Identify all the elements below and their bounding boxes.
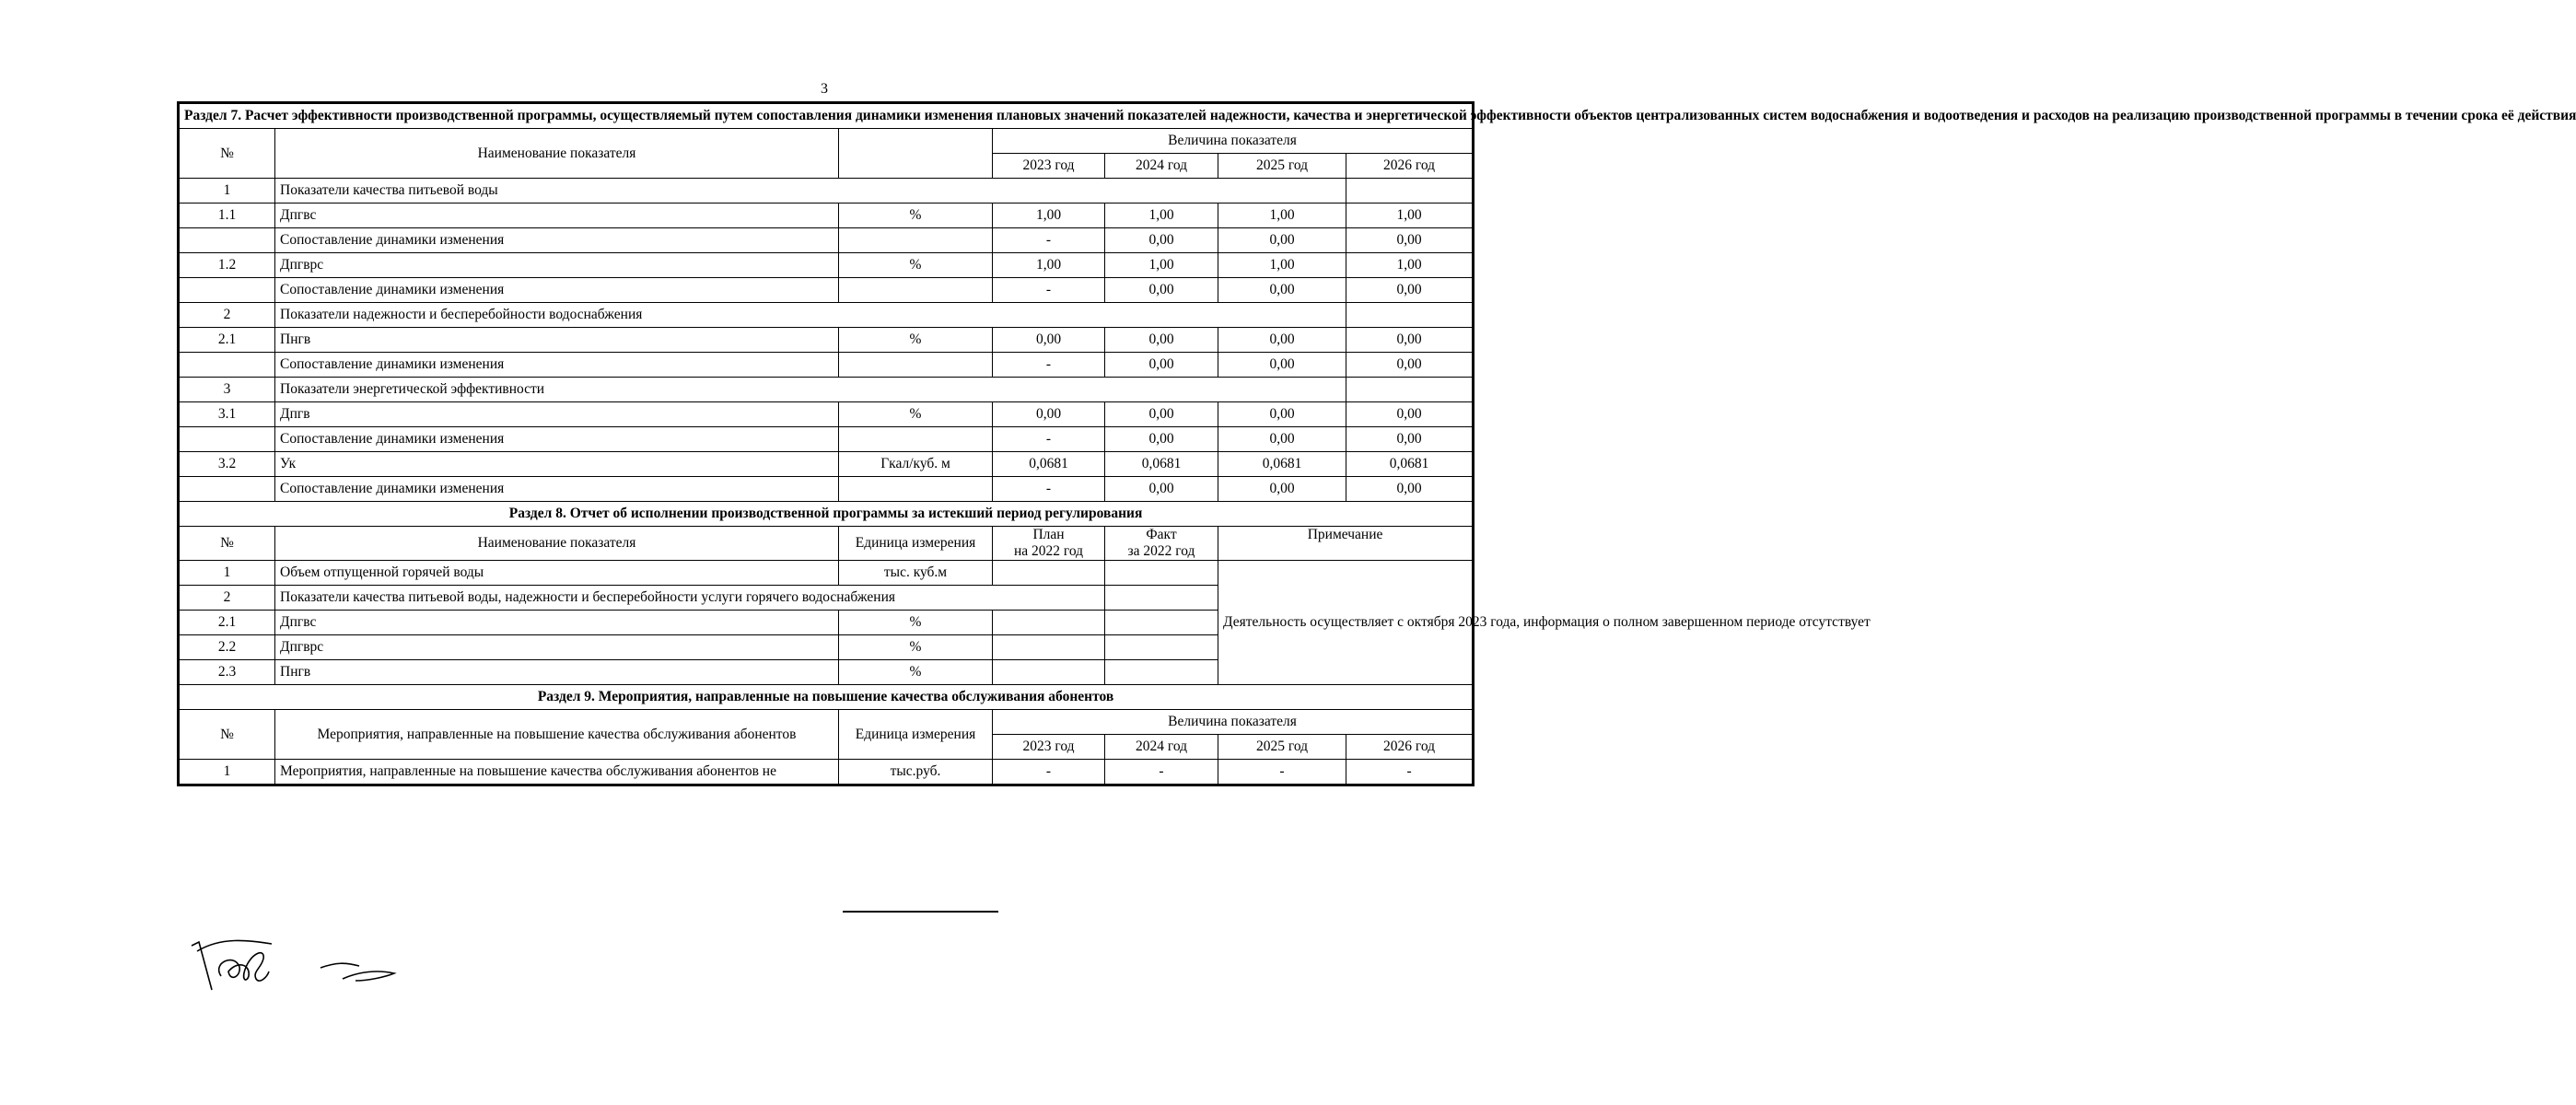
section7-compare-row (179, 353, 1474, 378)
value-cell: 1,00 (1346, 204, 1474, 228)
value-cell: 0,00 (1105, 328, 1218, 353)
value-cell: 1,00 (1218, 204, 1346, 228)
value-cell: - (993, 760, 1105, 785)
value-cell: 0,00 (1346, 228, 1474, 253)
row-number: 3.1 (179, 402, 275, 427)
value-cell: 0,00 (1105, 427, 1218, 452)
row-number: 2.1 (179, 328, 275, 353)
unit-cell: % (839, 660, 993, 685)
value-cell: 0,00 (993, 402, 1105, 427)
unit-cell: % (839, 204, 993, 228)
section9-row (179, 760, 1474, 785)
row-number (179, 477, 275, 502)
row-number: 2 (179, 303, 275, 328)
value-cell: 0,00 (1105, 402, 1218, 427)
value-cell: 0,00 (1105, 278, 1218, 303)
page-number: 3 (821, 81, 828, 97)
group-name: Показатели надежности и бесперебойности водоснабжения (275, 303, 1346, 328)
row-number: 1.2 (179, 253, 275, 278)
plan-cell (993, 611, 1105, 635)
row-number: 2.2 (179, 635, 275, 660)
indicator-name: Ук (275, 452, 839, 477)
plan-cell (993, 660, 1105, 685)
row-number: 1 (179, 760, 275, 785)
value-cell: - (1105, 760, 1218, 785)
fact-cell (1105, 660, 1218, 685)
section7-year: 2024 год (1105, 154, 1218, 179)
section8-col-note: Примечание (1218, 527, 1474, 561)
section8-title-row (179, 502, 1474, 527)
section7-year: 2026 год (1346, 154, 1474, 179)
row-number: 2.1 (179, 611, 275, 635)
value-cell: - (993, 427, 1105, 452)
unit-cell (839, 427, 993, 452)
plan-year: на 2022 год (1013, 543, 1084, 559)
value-cell: 0,00 (1346, 328, 1474, 353)
value-cell: 1,00 (1218, 253, 1346, 278)
section9-year: 2023 год (993, 735, 1105, 760)
section7-data-row (179, 253, 1474, 278)
row-number (179, 353, 275, 378)
value-cell: - (993, 353, 1105, 378)
value-cell: 1,00 (993, 253, 1105, 278)
section7-compare-row (179, 228, 1474, 253)
row-number (179, 228, 275, 253)
section7-data-row (179, 452, 1474, 477)
row-number: 2 (179, 586, 275, 611)
unit-cell: % (839, 611, 993, 635)
value-cell: - (1346, 760, 1474, 785)
indicator-name: Показатели качества питьевой воды, надежности и бесперебойности услуги горячего водоснабжения (275, 586, 1105, 611)
value-cell: 0,00 (1218, 402, 1346, 427)
value-cell: - (993, 228, 1105, 253)
indicator-name: Дпгврс (275, 635, 839, 660)
fact-cell (1105, 561, 1218, 586)
value-cell: 0,00 (1346, 353, 1474, 378)
section8-row (179, 561, 1474, 586)
value-cell: 0,00 (1105, 477, 1218, 502)
unit-cell (839, 278, 993, 303)
section7-col-name: Наименование показателя (275, 129, 839, 179)
indicator-name: Пнгв (275, 328, 839, 353)
value-cell: 0,00 (1218, 353, 1346, 378)
unit-cell: Гкал/куб. м (839, 452, 993, 477)
plan-label: План (1032, 527, 1065, 542)
empty-cell (1346, 179, 1474, 204)
value-cell: 0,00 (1346, 402, 1474, 427)
value-cell: 1,00 (1105, 204, 1218, 228)
section7-col-value: Величина показателя (993, 129, 1474, 154)
section7-data-row (179, 402, 1474, 427)
value-cell: 0,00 (1218, 477, 1346, 502)
plan-cell (993, 635, 1105, 660)
section8-col-fact (1105, 527, 1218, 561)
fact-year: за 2022 год (1127, 543, 1195, 559)
value-cell: 1,00 (993, 204, 1105, 228)
plan-cell (993, 561, 1105, 586)
signature (184, 925, 424, 999)
unit-cell: % (839, 402, 993, 427)
value-cell: 0,0681 (1346, 452, 1474, 477)
unit-cell (839, 353, 993, 378)
group-name: Показатели энергетической эффективности (275, 378, 1346, 402)
value-cell: 1,00 (1105, 253, 1218, 278)
indicator-name: Сопоставление динамики изменения (275, 353, 839, 378)
value-cell: 0,0681 (993, 452, 1105, 477)
unit-cell: % (839, 253, 993, 278)
value-cell: 0,0681 (1105, 452, 1218, 477)
section9-col-unit: Единица измерения (839, 710, 993, 760)
measure-name: Мероприятия, направленные на повышение качества обслуживания абонентов не (275, 760, 839, 785)
indicator-name: Дпгв (275, 402, 839, 427)
section8-header-row (179, 527, 1474, 561)
value-cell: 0,00 (1346, 427, 1474, 452)
section7-year: 2025 год (1218, 154, 1346, 179)
value-cell: 0,00 (1105, 353, 1218, 378)
section8-note: Деятельность осуществляет с октября 2023 года, информация о полном завершенном периоде отсутствует (1218, 561, 1474, 685)
section7-col-unit (839, 129, 993, 179)
section7-title: Раздел 7. Расчет эффективности производственной программы, осуществляемый путем сопоставления динамики изменения плановых значений показателей надежности, качества и энергетической эффективности объектов централизованных систем водоснабжения и водоотведения и расходов на реализацию производственной программы в течении срока её действия (179, 103, 1474, 129)
section9-col-name: Мероприятия, направленные на повышение качества обслуживания абонентов (275, 710, 839, 760)
indicator-name: Дпгврс (275, 253, 839, 278)
value-cell: 0,0681 (1218, 452, 1346, 477)
row-number: 1 (179, 179, 275, 204)
fact-label: Факт (1146, 527, 1177, 542)
row-number: 1 (179, 561, 275, 586)
indicator-name: Сопоставление динамики изменения (275, 278, 839, 303)
value-cell: - (993, 278, 1105, 303)
section7-data-row (179, 204, 1474, 228)
section8-col-name: Наименование показателя (275, 527, 839, 561)
section7-title-row (179, 103, 1474, 129)
section7-compare-row (179, 427, 1474, 452)
value-cell: 0,00 (1346, 477, 1474, 502)
section7-compare-row (179, 477, 1474, 502)
section8-col-no: № (179, 527, 275, 561)
section7-year: 2023 год (993, 154, 1105, 179)
fact-cell (1105, 635, 1218, 660)
indicator-name: Дпгвс (275, 611, 839, 635)
indicator-name: Объем отпущенной горячей воды (275, 561, 839, 586)
section7-header-row (179, 129, 1474, 154)
section9-col-value: Величина показателя (993, 710, 1474, 735)
row-number (179, 278, 275, 303)
section9-year: 2024 год (1105, 735, 1218, 760)
row-number: 2.3 (179, 660, 275, 685)
empty-cell (1346, 303, 1474, 328)
section9-col-no: № (179, 710, 275, 760)
section8-col-plan (993, 527, 1105, 561)
section8-col-unit: Единица измерения (839, 527, 993, 561)
value-cell: 0,00 (1346, 278, 1474, 303)
row-number: 1.1 (179, 204, 275, 228)
row-number (179, 427, 275, 452)
indicator-name: Сопоставление динамики изменения (275, 427, 839, 452)
section7-group-row (179, 378, 1474, 402)
report-table (177, 101, 2576, 786)
value-cell: 0,00 (1105, 228, 1218, 253)
empty-cell (1346, 378, 1474, 402)
section7-group-row (179, 303, 1474, 328)
section9-year: 2026 год (1346, 735, 1474, 760)
value-cell: 0,00 (993, 328, 1105, 353)
separator-line (843, 911, 998, 913)
value-cell: - (993, 477, 1105, 502)
section9-year: 2025 год (1218, 735, 1346, 760)
unit-cell: тыс. куб.м (839, 561, 993, 586)
value-cell: 0,00 (1218, 278, 1346, 303)
section9-header-row (179, 710, 1474, 735)
unit-cell (839, 477, 993, 502)
indicator-name: Сопоставление динамики изменения (275, 477, 839, 502)
unit-cell (839, 228, 993, 253)
section7-data-row (179, 328, 1474, 353)
section8-title: Раздел 8. Отчет об исполнении производственной программы за истекший период регулирования (179, 502, 1474, 527)
value-cell: 0,00 (1218, 328, 1346, 353)
unit-cell: тыс.руб. (839, 760, 993, 785)
section7-compare-row (179, 278, 1474, 303)
section7-col-no: № (179, 129, 275, 179)
unit-cell: % (839, 328, 993, 353)
section7-group-row (179, 179, 1474, 204)
row-number: 3 (179, 378, 275, 402)
section9-title-row (179, 685, 1474, 710)
unit-cell: % (839, 635, 993, 660)
row-number: 3.2 (179, 452, 275, 477)
value-cell: - (1218, 760, 1346, 785)
section9-title: Раздел 9. Мероприятия, направленные на повышение качества обслуживания абонентов (179, 685, 1474, 710)
fact-cell (1105, 611, 1218, 635)
indicator-name: Сопоставление динамики изменения (275, 228, 839, 253)
group-name: Показатели качества питьевой воды (275, 179, 1346, 204)
indicator-name: Пнгв (275, 660, 839, 685)
value-cell: 0,00 (1218, 228, 1346, 253)
indicator-name: Дпгвс (275, 204, 839, 228)
value-cell: 1,00 (1346, 253, 1474, 278)
value-cell: 0,00 (1218, 427, 1346, 452)
